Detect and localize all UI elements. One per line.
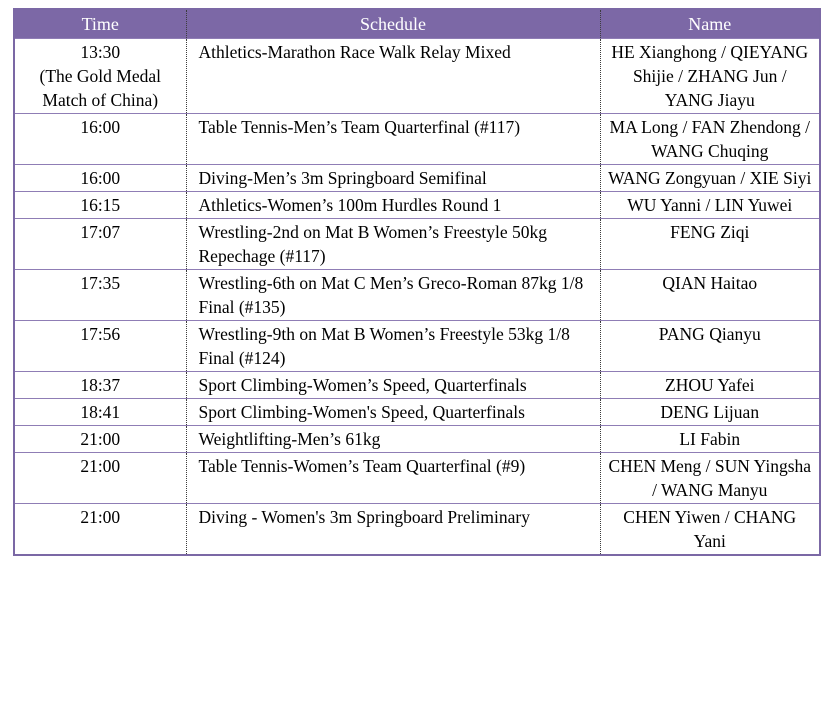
cell-name: QIAN Haitao: [600, 270, 820, 321]
table-row: [14, 192, 820, 219]
time-note: (The Gold Medal Match of China): [39, 66, 161, 110]
cell-name: CHEN Meng / SUN Yingsha / WANG Manyu: [600, 453, 820, 504]
cell-schedule: Sport Climbing-Women's Speed, Quarterfinals: [186, 399, 600, 426]
time-value: 18:37: [80, 375, 121, 395]
table-row: [14, 504, 820, 556]
cell-time: [14, 504, 186, 556]
table-row: [14, 372, 820, 399]
col-header-schedule: Schedule: [186, 9, 600, 39]
table-row: [14, 165, 820, 192]
cell-schedule: Table Tennis-Men’s Team Quarterfinal (#117): [186, 114, 600, 165]
cell-name: PANG Qianyu: [600, 321, 820, 372]
time-value: 13:30: [80, 42, 121, 62]
time-value: 17:35: [80, 273, 121, 293]
cell-name: HE Xianghong / QIEYANG Shijie / ZHANG Jun / YANG Jiayu: [600, 39, 820, 114]
table-row: [14, 219, 820, 270]
cell-time: [14, 399, 186, 426]
cell-time: [14, 453, 186, 504]
time-value: 17:07: [80, 222, 121, 242]
table-row: [14, 114, 820, 165]
cell-name: MA Long / FAN Zhendong / WANG Chuqing: [600, 114, 820, 165]
cell-time: [14, 165, 186, 192]
cell-schedule: Athletics-Women’s 100m Hurdles Round 1: [186, 192, 600, 219]
table-row: [14, 321, 820, 372]
cell-time: [14, 426, 186, 453]
cell-schedule: Diving - Women's 3m Springboard Preliminary: [186, 504, 600, 556]
table-body: [14, 39, 820, 556]
cell-time: [14, 192, 186, 219]
time-value: 21:00: [80, 429, 121, 449]
cell-time: [14, 114, 186, 165]
schedule-table: [13, 8, 821, 556]
time-value: 18:41: [80, 402, 121, 422]
cell-time: [14, 39, 186, 114]
col-header-time: Time: [14, 9, 186, 39]
cell-schedule: Athletics-Marathon Race Walk Relay Mixed: [186, 39, 600, 114]
header-row: [14, 9, 820, 39]
time-value: 17:56: [80, 324, 121, 344]
cell-schedule: Wrestling-9th on Mat B Women’s Freestyle 53kg 1/8 Final (#124): [186, 321, 600, 372]
cell-schedule: Weightlifting-Men’s 61kg: [186, 426, 600, 453]
cell-name: LI Fabin: [600, 426, 820, 453]
table-row: [14, 270, 820, 321]
time-value: 16:15: [80, 195, 121, 215]
table-row: [14, 39, 820, 114]
cell-time: [14, 321, 186, 372]
table-row: [14, 426, 820, 453]
cell-name: WU Yanni / LIN Yuwei: [600, 192, 820, 219]
cell-schedule: Wrestling-2nd on Mat B Women’s Freestyle 50kg Repechage (#117): [186, 219, 600, 270]
cell-time: [14, 372, 186, 399]
cell-name: DENG Lijuan: [600, 399, 820, 426]
col-header-name: Name: [600, 9, 820, 39]
time-value: 21:00: [80, 507, 121, 527]
cell-time: [14, 270, 186, 321]
cell-name: FENG Ziqi: [600, 219, 820, 270]
cell-schedule: Diving-Men’s 3m Springboard Semifinal: [186, 165, 600, 192]
cell-schedule: Sport Climbing-Women’s Speed, Quarterfinals: [186, 372, 600, 399]
table-row: [14, 399, 820, 426]
cell-name: CHEN Yiwen / CHANG Yani: [600, 504, 820, 556]
cell-name: ZHOU Yafei: [600, 372, 820, 399]
cell-time: [14, 219, 186, 270]
cell-schedule: Table Tennis-Women’s Team Quarterfinal (#9): [186, 453, 600, 504]
time-value: 16:00: [80, 117, 121, 137]
time-value: 16:00: [80, 168, 121, 188]
cell-name: WANG Zongyuan / XIE Siyi: [600, 165, 820, 192]
table-row: [14, 453, 820, 504]
time-value: 21:00: [80, 456, 121, 476]
cell-schedule: Wrestling-6th on Mat C Men’s Greco-Roman 87kg 1/8 Final (#135): [186, 270, 600, 321]
